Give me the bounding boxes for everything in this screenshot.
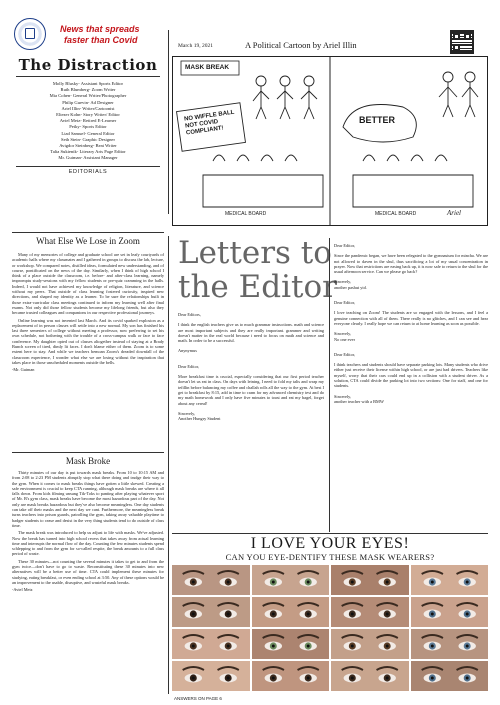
letter-greeting: Dear Editors, bbox=[178, 312, 201, 317]
staff-entry: Philip Guevin- Ad Designer bbox=[62, 99, 114, 105]
article-paragraph: Thirty minutes of our day is put towards mask breaks. From 10 to 10:15 AM and from 2:08 to 2:23 PM students abruptly stop what there doing and trudge their way to the gym. When it comes to mask breaks things have gotten a little skewed. Creating a safe environment is crucial to keep CTA running, although mask breaks are where it all falls down. From kids filming unsung Tik-Toks to panting after playing whatever sport of Mr. B's gym class, mask breaks have become the most hazardous part of the day. Not only are mask breaks hazardous but they've also become meaningless. One day students can take off their masks and the next day we cant. Furthermore, the meaningless break turns teachers into prison guards, patrolling the gym, taking away valuable playtime to badger students to cease and desist in the very thing students tend to do outside of class time. bbox=[12, 470, 164, 528]
article-body bbox=[12, 470, 164, 595]
article-signature: -Aviel Metz bbox=[12, 587, 33, 593]
letter-greeting: Dear Editor, bbox=[334, 300, 356, 306]
cartoon-title: A Political Cartoon by Ariel Illin bbox=[245, 40, 357, 50]
cartoon-board-left: MEDICAL BOARD bbox=[225, 211, 267, 217]
eye-photo bbox=[252, 629, 330, 659]
staff-entry: Peiky- Sports Editor bbox=[69, 124, 107, 130]
letters-column-left bbox=[178, 312, 324, 423]
staff-list bbox=[12, 81, 164, 162]
tagline-line2: faster than Covid bbox=[64, 35, 138, 45]
eyes-title: I LOVE YOUR EYES! bbox=[250, 535, 410, 552]
eye-photo bbox=[331, 565, 409, 595]
letter-signoff: Sincerely, bbox=[334, 393, 352, 399]
masthead bbox=[12, 12, 164, 230]
eye-photo-row bbox=[172, 597, 488, 627]
cartoon-board-right: MEDICAL BOARD bbox=[375, 211, 417, 217]
letters-column-right bbox=[334, 243, 488, 406]
letter-greeting: Dear Editor, bbox=[178, 363, 200, 369]
eyes-rule bbox=[172, 533, 488, 534]
eyes-subtitle: CAN YOU EYE-DENTIFY THESE MASK WEARERS? bbox=[225, 552, 435, 562]
letter-greeting: Dear Editor, bbox=[334, 243, 356, 248]
eye-photo bbox=[252, 597, 330, 627]
eye-photo bbox=[411, 629, 489, 659]
article-body bbox=[12, 252, 164, 375]
article-paragraph: The mask break was introduced to help us adjust to life with masks. We've adjusted. Now the break has turned into high school recess that takes away from actual learning time and interrupts the normal flow of the day. Counting the few minutes students spend schlepping to and from the gym for so-called respite, the break amounts to a full class period of waste. bbox=[12, 530, 164, 557]
letter-signoff: Sincerely, bbox=[334, 279, 352, 285]
article-divider bbox=[12, 452, 164, 453]
masthead-divider-top bbox=[16, 76, 160, 77]
article-paragraph: Many of my memories of college and graduate school are set in leafy courtyards of academic halls where my classmates and I gathered in groups to discuss the lab, lecture, or workshop. We compared notes, distilled ideas, formulated new understanding, and of course, pontificated on the news of the day. Similarly, when I think of high school I think of a place outside the classroom, i.e. before- and after-class learning, namely impromptu study-sessions with my fellow students or pre-quiz cramming in the halls. Indeed, I would not have achieved my knowledge of religion, literature, and science without my peers. That outside of class learning fostered curiosity, inspired new directions, and shaped my identity as a learner. To be sure the relationships built in those extra-curricular class meetings continued to inform my learning well after final exams. Not only did those fellow students become my lifelong friends, but also they became trusted colleagues and companions in our respective professional journeys. bbox=[12, 252, 164, 316]
tagline-line1: News that spreads bbox=[60, 24, 140, 34]
letter-body: More breakfast time is crucial, especially considering that our first period teacher doesn't let us eat in class. On days with leining, I need to fold my talis and wrap my tefillin before balancing my coffee and challah rolls all the way to the gym. At best I get to breakfast by 8:15, add in time to cram for my advanced chemistry test and do my math homework and I only have five minutes to toast and eat my bagel, forget about any cereal! bbox=[178, 374, 324, 406]
eye-photo bbox=[172, 597, 250, 627]
staff-entry: Liad Samuel- General Editor bbox=[61, 130, 115, 136]
cartoon-sign-better: BETTER bbox=[359, 115, 395, 125]
eye-photo-row bbox=[172, 629, 488, 659]
eye-photo-row bbox=[172, 661, 488, 691]
eye-photo bbox=[252, 565, 330, 595]
staff-entry: Ariel Illin- Writer/Cartoonist bbox=[61, 105, 115, 111]
political-cartoon bbox=[172, 56, 488, 226]
letter-signoff: No one ever bbox=[334, 336, 355, 342]
article-paragraph: These 30 minutes—not counting the several minutes it takes to get to and from the gym twice—don't have to go to waste. Reconstituting these 30 minutes into new alternatives will be a better use of time. CTA could implement these minutes for studying, eating breakfast, or even ending school at 3:50. Any of these options would be an improvement to the usable, disruptive, and wasteful mask breaks. bbox=[12, 558, 164, 585]
letter-signoff: Sincerely, bbox=[334, 331, 352, 337]
eye-photo bbox=[411, 597, 489, 627]
article-title: Mask Broke bbox=[65, 456, 111, 466]
column-divider bbox=[168, 236, 169, 694]
qr-code-icon bbox=[450, 30, 474, 54]
letter-signoff: another teacher with a BMW bbox=[334, 398, 384, 404]
article-title: What Else We Lose in Zoom bbox=[36, 236, 140, 246]
letter-signoff: Sincerely, bbox=[178, 410, 196, 416]
eye-photo bbox=[411, 565, 489, 595]
staff-entry: Aviel Metz- Retired E-Learner bbox=[59, 118, 117, 124]
staff-entry: Avigdor Steinberg- Beat Writer bbox=[59, 143, 117, 149]
section-label: EDITORIALS bbox=[68, 169, 108, 175]
column-divider bbox=[168, 30, 169, 214]
paper-name: The Distraction bbox=[18, 56, 158, 74]
eye-photo bbox=[252, 661, 330, 691]
staff-entry: Eliezer Kohn- Story Writer/ Editor bbox=[56, 112, 120, 118]
cartoon-signature: Ariel bbox=[447, 209, 461, 217]
staff-entry: Mia Cohen- General Writer/Photographer bbox=[49, 93, 127, 99]
staff-entry: Mr. Guiman- Assistant Manager bbox=[58, 155, 118, 161]
eye-photo bbox=[331, 629, 409, 659]
eyes-answers-note: ANSWERS ON PAGE 6 bbox=[174, 696, 222, 701]
letter-signoff: Anynymus bbox=[178, 348, 197, 354]
letters-divider bbox=[329, 238, 330, 532]
letter-body: I think the english teachers give us to much grammar instructions. math and science are most important subjects and they are really important. grammer and writing doesn't matter in the real world because i need to focus on math and science and math. In order to be a successful. bbox=[178, 322, 324, 344]
cartoon-drawing bbox=[173, 57, 487, 225]
eye-photo bbox=[172, 661, 250, 691]
cartoon-sign-wiffle: NO WIFFLE BALL NOT COVID COMPLIANT! bbox=[183, 109, 235, 137]
school-seal-icon bbox=[14, 18, 46, 50]
letter-body: I think teachers and students should have separate parking lots. Many students who drive either just receive their license within high school, or are just bad drivers. Teachers like myself, worry that their cars could end up in a collision with a student driver. As a solution, CTA could divide the parking lot into two sections: One for staff, and one for students. bbox=[334, 362, 488, 389]
issue-date: March 19, 2021 bbox=[178, 43, 213, 49]
staff-entry: Talia Sukienik- Literary Arts Page Editor bbox=[50, 149, 126, 155]
staff-entry: Seth Stein- Graphic Designer bbox=[61, 136, 115, 142]
article-paragraph: Online learning was not invented last March. And its covid sparked explosion as a replacement of in person classes will settle into a new normal. My son has finished his last three semesters of college without meeting a professor, now preferring to set his own schedule, not bothering with the trouble of a cross-campus walk or face to face conference. My daughter opted out of classes altogether instead of staying at a Brady Bunch screen of tired, dimly lit faces. I don't blame either of them. Zoom is to some extent here to stay. And while we teachers bemoan Zoom's dreaded downfall of the classroom experience, I wonder what else we are losing without the inspiration that takes place in those unscheduled moments outside the bells. bbox=[12, 317, 164, 365]
letter-signoff: another pashut yid. bbox=[334, 284, 367, 290]
letters-heading-line2: the Editor bbox=[178, 269, 337, 305]
eye-photo bbox=[172, 629, 250, 659]
staff-entry: Molly Blusky- Assistant Sports Editor bbox=[52, 81, 124, 86]
letter-greeting: Dear Editor, bbox=[334, 351, 356, 357]
eye-photo bbox=[331, 661, 409, 691]
letter-body: I love teaching on Zoom! The students are so engaged with the lessons, and I feel a genuine connection with all of them. There really is no glitches, and I can see and hear everyone clearly. I really hope we can return to at home learning as soon as possible. bbox=[334, 310, 488, 326]
masthead-divider-bottom bbox=[16, 166, 160, 167]
article-signature: -Mr. Guiman bbox=[12, 367, 35, 373]
cartoon-sign-mask-break: MASK BREAK bbox=[185, 64, 230, 71]
top-section-rule bbox=[12, 232, 164, 233]
eye-photo bbox=[331, 597, 409, 627]
eye-photo bbox=[411, 661, 489, 691]
eye-photo-row bbox=[172, 565, 488, 595]
eye-photo bbox=[172, 565, 250, 595]
eyes-photo-grid bbox=[172, 565, 488, 693]
letter-signoff: Another Hungry Student bbox=[178, 416, 221, 422]
staff-entry: Ruth Blumberg- Zoom Writer bbox=[60, 87, 116, 93]
letters-heading-line1: Letters to bbox=[178, 235, 332, 271]
letter-body: Since the pandemic began, we have been relegated to the gymnasium for mincha. We are not allowed to daven in the shul, thus sacrificing a lot of my usual concentration in prayer. Now that restrictions are easing back up, it is now safe to return to the shul for the usual afternoon service. Can we please go back? bbox=[334, 253, 488, 275]
